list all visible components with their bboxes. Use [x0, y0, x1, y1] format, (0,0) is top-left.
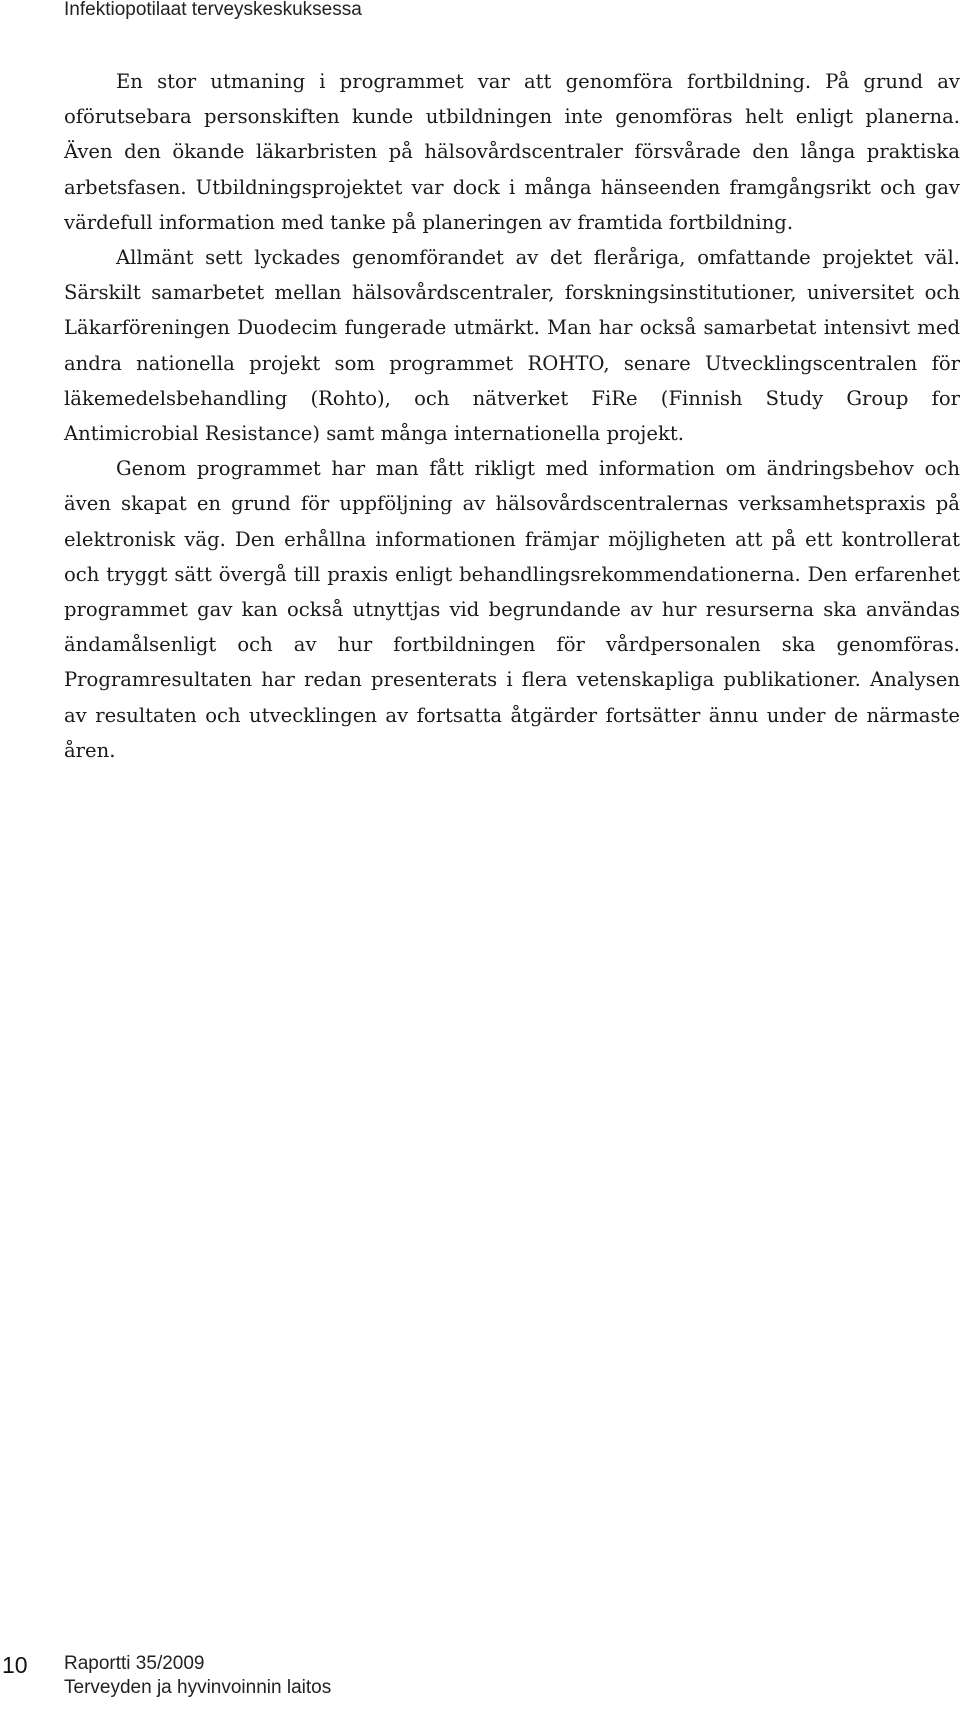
paragraph-1: En stor utmaning i programmet var att genomföra fortbildning. På grund av oförutsebara personskiften kunde utbildningen inte genomföras helt enligt planerna. Även den ökande läkarbristen på hälsovårdscentraler försvårade den långa praktiska arbetsfasen. Utbildningsprojektet var dock i många hänseenden framgångsrikt och gav värdefull information med tanke på planeringen av framtida fortbildning. — [64, 70, 960, 234]
footer — [64, 1652, 331, 1700]
body-text — [64, 64, 960, 768]
paragraph-3: Genom programmet har man fått rikligt med information om ändringsbehov och även skapat en grund för uppföljning av hälsovårdscentralernas verksamhetspraxis på elektronisk väg. Den erhållna informationen främjar möjligheten att på ett kontrollerat och tryggt sätt övergå till praxis enligt behandlingsrekommendationerna. Den erfarenhet programmet gav kan också utnyttjas vid begrundande av hur resurserna ska användas ändamålsenligt och av hur fortbildningen för vårdpersonalen ska genomföras. Programresultaten har redan presenterats i flera vetenskapliga publikationer. Analysen av resultaten och utvecklingen av fortsatta åtgärder fortsätter ännu under de närmaste åren. — [64, 457, 960, 762]
page-number: 10 — [2, 1652, 28, 1678]
paragraph-2: Allmänt sett lyckades genomförandet av det fleråriga, omfattande projektet väl. Särskilt samarbetet mellan hälsovårdscentraler, forskningsinstitutioner, universitet och Läkarföreningen Duodecim fungerade utmärkt. Man har också samarbetat intensivt med andra nationella projekt som programmet ROHTO, senare Utvecklingscentralen för läkemedelsbehandling (Rohto), och nätverket FiRe (Finnish Study Group for Antimicrobial Resistance) samt många internationella projekt. — [64, 246, 960, 446]
publisher-name: Terveyden ja hyvinvoinnin laitos — [64, 1677, 332, 1698]
report-number: Raportti 35/2009 — [64, 1653, 205, 1674]
running-header: Infektiopotilaat terveyskeskuksessa — [64, 0, 362, 20]
